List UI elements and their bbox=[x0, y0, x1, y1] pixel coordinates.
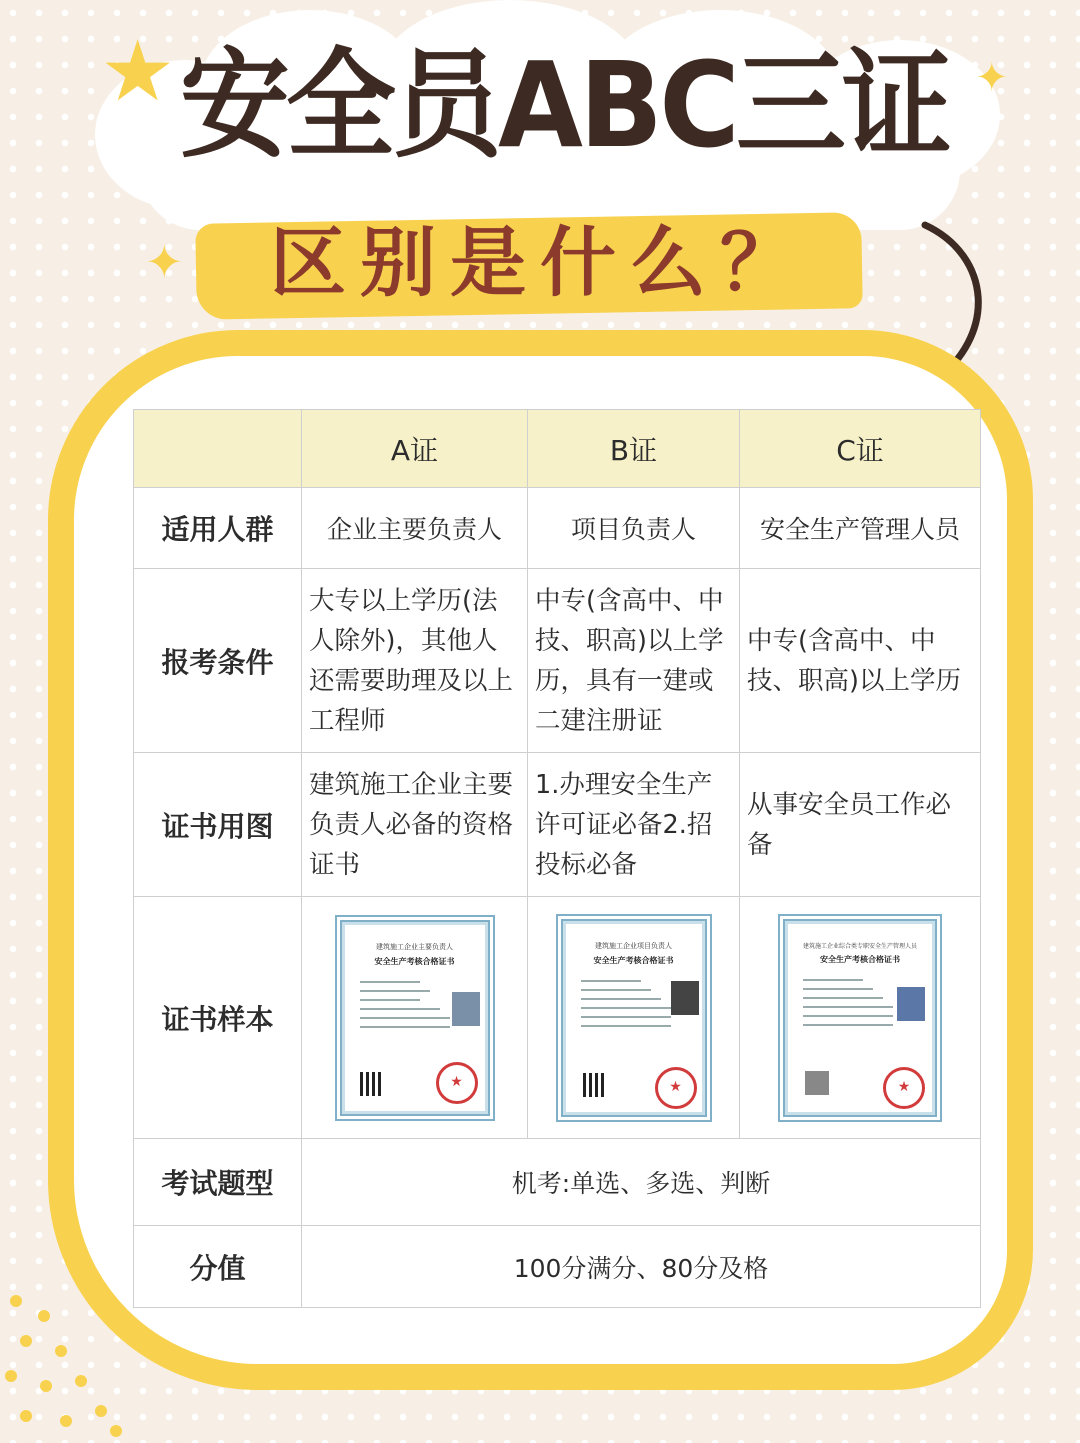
comparison-table bbox=[133, 409, 981, 1308]
cert-line2: 安全生产考核合格证书 bbox=[593, 955, 674, 965]
header-corner bbox=[134, 410, 302, 488]
header-c: C证 bbox=[740, 410, 981, 488]
row-label: 适用人群 bbox=[134, 488, 302, 569]
cell-b bbox=[528, 897, 740, 1139]
sparkle-icon: ✦ bbox=[975, 55, 1009, 101]
header-a: A证 bbox=[302, 410, 528, 488]
page-subtitle: 区别是什么？ bbox=[270, 218, 810, 307]
certificate-sample-b bbox=[556, 914, 712, 1122]
cell-c bbox=[740, 897, 981, 1139]
cert-line1: 建筑施工企业综合类专职安全生产管理人员 bbox=[802, 942, 917, 950]
cell-a: 大专以上学历(法人除外)，其他人还需要助理及以上工程师 bbox=[302, 569, 528, 753]
cell-b: 1.办理安全生产许可证必备2.招投标必备 bbox=[528, 753, 740, 897]
cert-line2: 安全生产考核合格证书 bbox=[374, 956, 455, 966]
row-label: 报考条件 bbox=[134, 569, 302, 753]
smiley-star-icon: ★ bbox=[100, 22, 176, 120]
photo-icon bbox=[671, 981, 699, 1015]
table-header-row bbox=[134, 410, 981, 488]
cell-b: 项目负责人 bbox=[528, 488, 740, 569]
table-row bbox=[134, 753, 981, 897]
qr-code-icon bbox=[583, 1073, 607, 1097]
cell-c: 中专(含高中、中技、职高)以上学历 bbox=[740, 569, 981, 753]
table-row bbox=[134, 897, 981, 1139]
table-row bbox=[134, 488, 981, 569]
table-row bbox=[134, 1226, 981, 1308]
seal-icon bbox=[883, 1067, 925, 1109]
cell-a bbox=[302, 897, 528, 1139]
cell-merged: 100分满分、80分及格 bbox=[302, 1226, 981, 1308]
cell-c: 安全生产管理人员 bbox=[740, 488, 981, 569]
cell-a: 建筑施工企业主要负责人必备的资格证书 bbox=[302, 753, 528, 897]
table-row bbox=[134, 569, 981, 753]
row-label: 证书样本 bbox=[134, 897, 302, 1139]
header-b: B证 bbox=[528, 410, 740, 488]
certificate-sample-a bbox=[335, 915, 495, 1121]
row-label: 考试题型 bbox=[134, 1139, 302, 1226]
photo-icon bbox=[897, 987, 925, 1021]
table-row bbox=[134, 1139, 981, 1226]
cell-a: 企业主要负责人 bbox=[302, 488, 528, 569]
sparkle-left-icon: ✦ bbox=[145, 235, 184, 289]
cell-merged: 机考:单选、多选、判断 bbox=[302, 1139, 981, 1226]
seal-icon bbox=[436, 1062, 478, 1104]
cert-line1: 建筑施工企业主要负责人 bbox=[376, 942, 453, 951]
page-title: 安全员ABC三证 bbox=[180, 36, 949, 174]
qr-code-icon bbox=[360, 1072, 384, 1096]
row-label: 分值 bbox=[134, 1226, 302, 1308]
certificate-sample-c bbox=[778, 914, 942, 1122]
qr-code-icon bbox=[805, 1071, 829, 1095]
cell-c: 从事安全员工作必备 bbox=[740, 753, 981, 897]
cert-line1: 建筑施工企业项目负责人 bbox=[595, 941, 672, 950]
cert-line2: 安全生产考核合格证书 bbox=[820, 954, 900, 964]
photo-icon bbox=[452, 992, 480, 1026]
cell-b: 中专(含高中、中技、职高)以上学历，具有一建或二建注册证 bbox=[528, 569, 740, 753]
row-label: 证书用图 bbox=[134, 753, 302, 897]
seal-icon bbox=[655, 1067, 697, 1109]
